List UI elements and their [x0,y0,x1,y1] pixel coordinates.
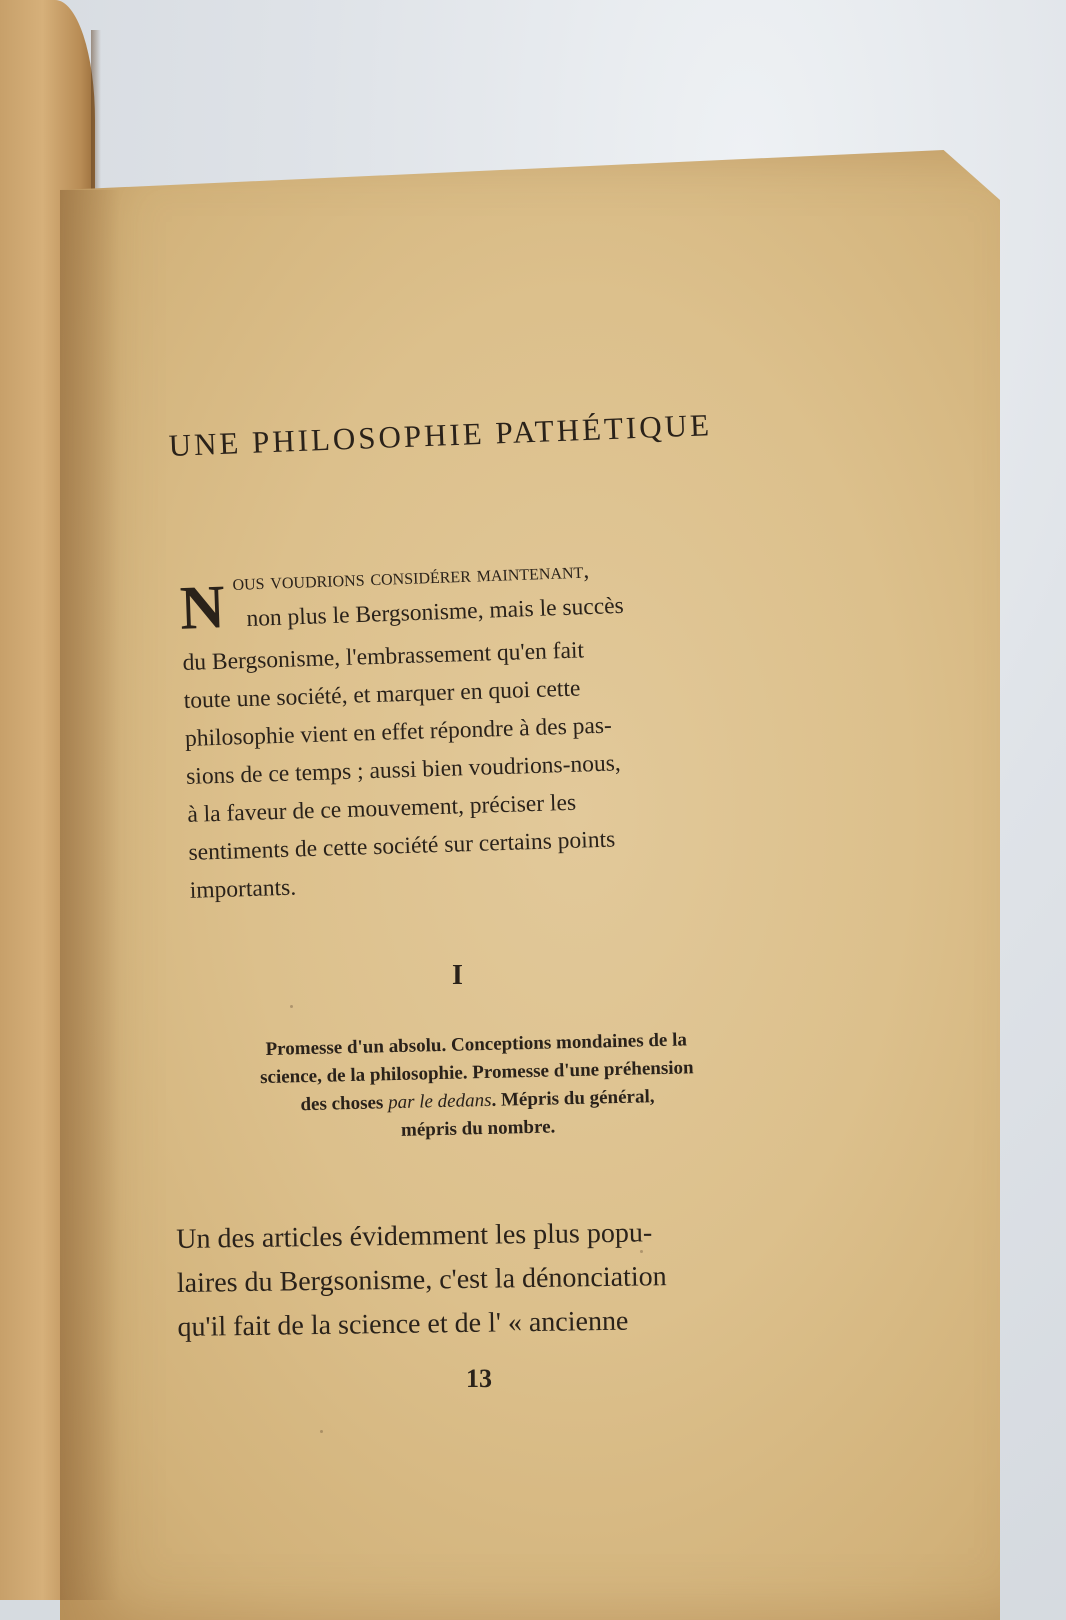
summary-line: Promesse d'un absolu. Conceptions mondaines de la [265,1029,688,1060]
intro-line: toute une société, et marquer en quoi cette [183,675,581,714]
intro-line: à la faveur de ce mouvement, préciser les [186,789,577,828]
intro-lead-text-1: ous voudrions considérer maintenant, [232,557,590,596]
body-paragraph [176,1211,668,1350]
intro-line: sions de ce temps ; aussi bien voudrions-nous, [185,750,622,790]
paper-speck [290,1005,293,1008]
intro-lead-line-2: non plus le Bergsonisme, mais le succès [246,592,625,632]
section-summary [176,1024,778,1150]
summary-line: science, de la philosophie. Promesse d'une préhension [259,1057,694,1089]
summary-line: mépris du nombre. [400,1116,556,1141]
paper-speck [320,1430,323,1433]
intro-lead-line-1 [232,558,590,597]
body-line: qu'il fait de la science et de l' « ancienne [177,1305,629,1343]
summary-italic-text: par le dedans [387,1089,492,1114]
intro-line: sentiments de cette société sur certains points [188,826,616,866]
summary-text: . Mépris du général, [491,1086,655,1111]
paper-speck [640,1250,643,1253]
page-number: 13 [466,1364,492,1393]
body-line: Un des articles évidemment les plus popu- [176,1217,653,1255]
intro-paragraph [182,630,625,910]
body-line: laires du Bergsonisme, c'est la dénonciation [176,1261,667,1299]
intro-line: du Bergsonisme, l'embrassement qu'en fait [182,637,585,676]
intro-line: philosophie vient en effet répondre à des pas- [184,712,613,752]
summary-text: des choses [300,1092,389,1116]
section-number: I [452,960,463,991]
intro-line: importants. [189,874,297,904]
chapter-title: UNE PHILOSOPHIE PATHÉTIQUE [168,407,713,463]
drop-cap: N [178,573,226,643]
